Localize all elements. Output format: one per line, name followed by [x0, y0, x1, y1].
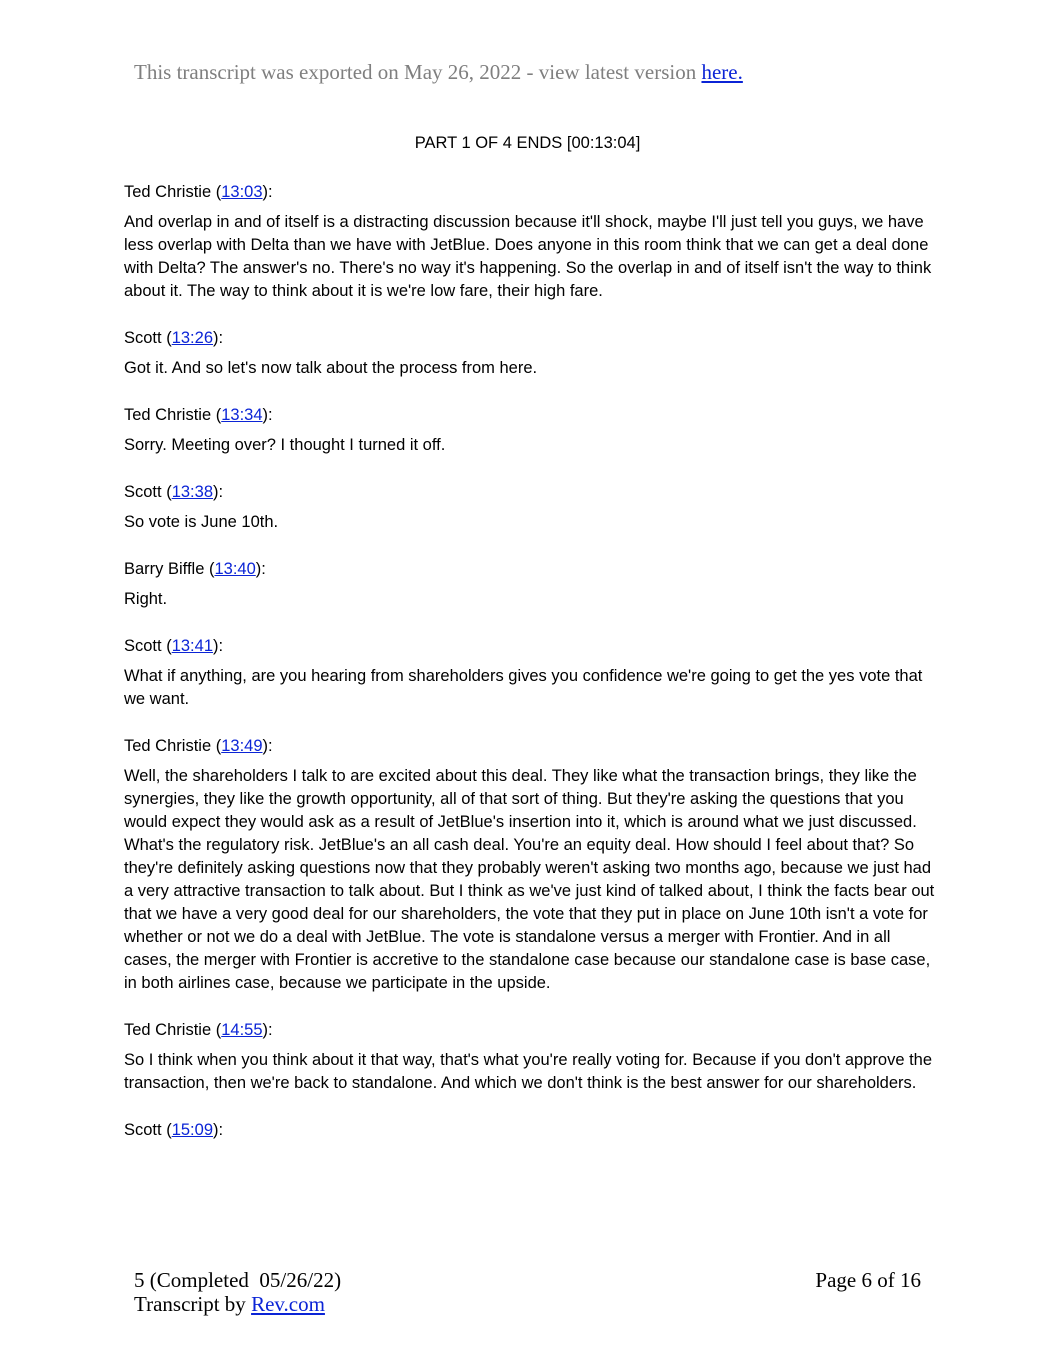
timestamp-link[interactable]: 13:38 [171, 483, 213, 501]
document-label: 5 (Completed 05/26/22) [134, 1268, 342, 1292]
timestamp-link[interactable]: 14:55 [221, 1021, 263, 1039]
speaker-name: Scott [124, 637, 162, 655]
credit-text: Transcript by [134, 1292, 252, 1316]
speaker-name: Scott [124, 329, 162, 347]
transcript-body [124, 181, 936, 1166]
speaker-name: Ted Christie [124, 183, 212, 201]
speaker-line: Ted Christie (13:34): [124, 406, 273, 424]
transcript-entry [124, 1019, 936, 1095]
transcript-entry [124, 327, 936, 380]
speaker-line: Ted Christie (14:55): [124, 1021, 273, 1039]
speaker-name: Scott [124, 483, 162, 501]
utterance-text: What if anything, are you hearing from shareholders gives you confidence we're going to get the yes vote that we want. [124, 667, 923, 708]
transcript-entry [124, 735, 936, 995]
latest-version-link[interactable]: here. [701, 60, 743, 84]
speaker-line: Ted Christie (13:49): [124, 737, 273, 755]
speaker-line: Ted Christie (13:03): [124, 183, 273, 201]
transcript-entry [124, 558, 936, 611]
speaker-name: Ted Christie [124, 406, 212, 424]
speaker-line: Scott (13:26): [124, 329, 224, 347]
utterance-text: And overlap in and of itself is a distracting discussion because it'll shock, maybe I'll just tell you guys, we have less overlap with Delta than we have with JetBlue. Does anyone in this room think that we can get a deal done with Delta? The answer's no. There's no way it's happening. So the overlap in and of itself isn't the way to think about it. The way to think about it is we're low fare, their high fare. [124, 213, 932, 300]
speaker-line: Barry Biffle (13:40): [124, 560, 266, 578]
utterance-text: Right. [124, 590, 168, 608]
timestamp-link[interactable]: 13:49 [221, 737, 263, 755]
utterance-text: So vote is June 10th. [124, 513, 279, 531]
timestamp-link[interactable]: 13:34 [221, 406, 263, 424]
page-number: Page 6 of 16 [815, 1268, 921, 1292]
footer-left [134, 1268, 341, 1316]
speaker-name: Ted Christie [124, 1021, 212, 1039]
timestamp-link[interactable]: 13:41 [171, 637, 213, 655]
utterance-text: So I think when you think about it that way, that's what you're really voting for. Because if you don't approve the transaction, then we're back to standalone. And which we don't think is the best answer for our shareholders. [124, 1051, 933, 1092]
part-end-marker: PART 1 OF 4 ENDS [00:13:04] [414, 134, 641, 152]
transcript-entry [124, 404, 936, 457]
timestamp-link[interactable]: 13:03 [221, 183, 263, 201]
export-notice [134, 60, 743, 85]
transcript-entry [124, 635, 936, 711]
speaker-name: Barry Biffle [124, 560, 205, 578]
speaker-line: Scott (15:09): [124, 1121, 224, 1139]
transcript-credit [134, 1292, 341, 1316]
rev-link[interactable]: Rev.com [251, 1292, 325, 1316]
utterance-text: Got it. And so let's now talk about the process from here. [124, 359, 538, 377]
timestamp-link[interactable]: 13:26 [171, 329, 213, 347]
speaker-line: Scott (13:38): [124, 483, 224, 501]
utterance-text: Sorry. Meeting over? I thought I turned it off. [124, 436, 446, 454]
timestamp-link[interactable]: 13:40 [214, 560, 256, 578]
speaker-name: Scott [124, 1121, 162, 1139]
speaker-line: Scott (13:41): [124, 637, 224, 655]
utterance-text: Well, the shareholders I talk to are excited about this deal. They like what the transaction brings, they like the synergies, they like the growth opportunity, all of that sort of thing. But they're asking the questions that you would expect they would ask as a result of JetBlue's insertion into it, which is around what we just discussed. What's the regulatory risk. JetBlue's an all cash deal. You're an equity deal. How should I feel about that? So they're definitely asking questions now that they probably weren't asking two months ago, because we just had a very attractive transaction to talk about. But I think as we've just kind of talked about, I think the facts bear out that we have a very good deal for our shareholders, the vote that they put in place on June 10th isn't a vote for whether or not we do a deal with JetBlue. The vote is standalone versus a merger with Frontier. And in all cases, the merger with Frontier is accretive to the standalone case because our standalone case is base case, in both airlines case, because we participate in the upside. [124, 767, 935, 992]
transcript-entry [124, 1119, 936, 1142]
transcript-entry [124, 181, 936, 303]
transcript-entry [124, 481, 936, 534]
export-notice-text: This transcript was exported on May 26, 2022 - view latest version [134, 60, 702, 84]
timestamp-link[interactable]: 15:09 [171, 1121, 213, 1139]
speaker-name: Ted Christie [124, 737, 212, 755]
